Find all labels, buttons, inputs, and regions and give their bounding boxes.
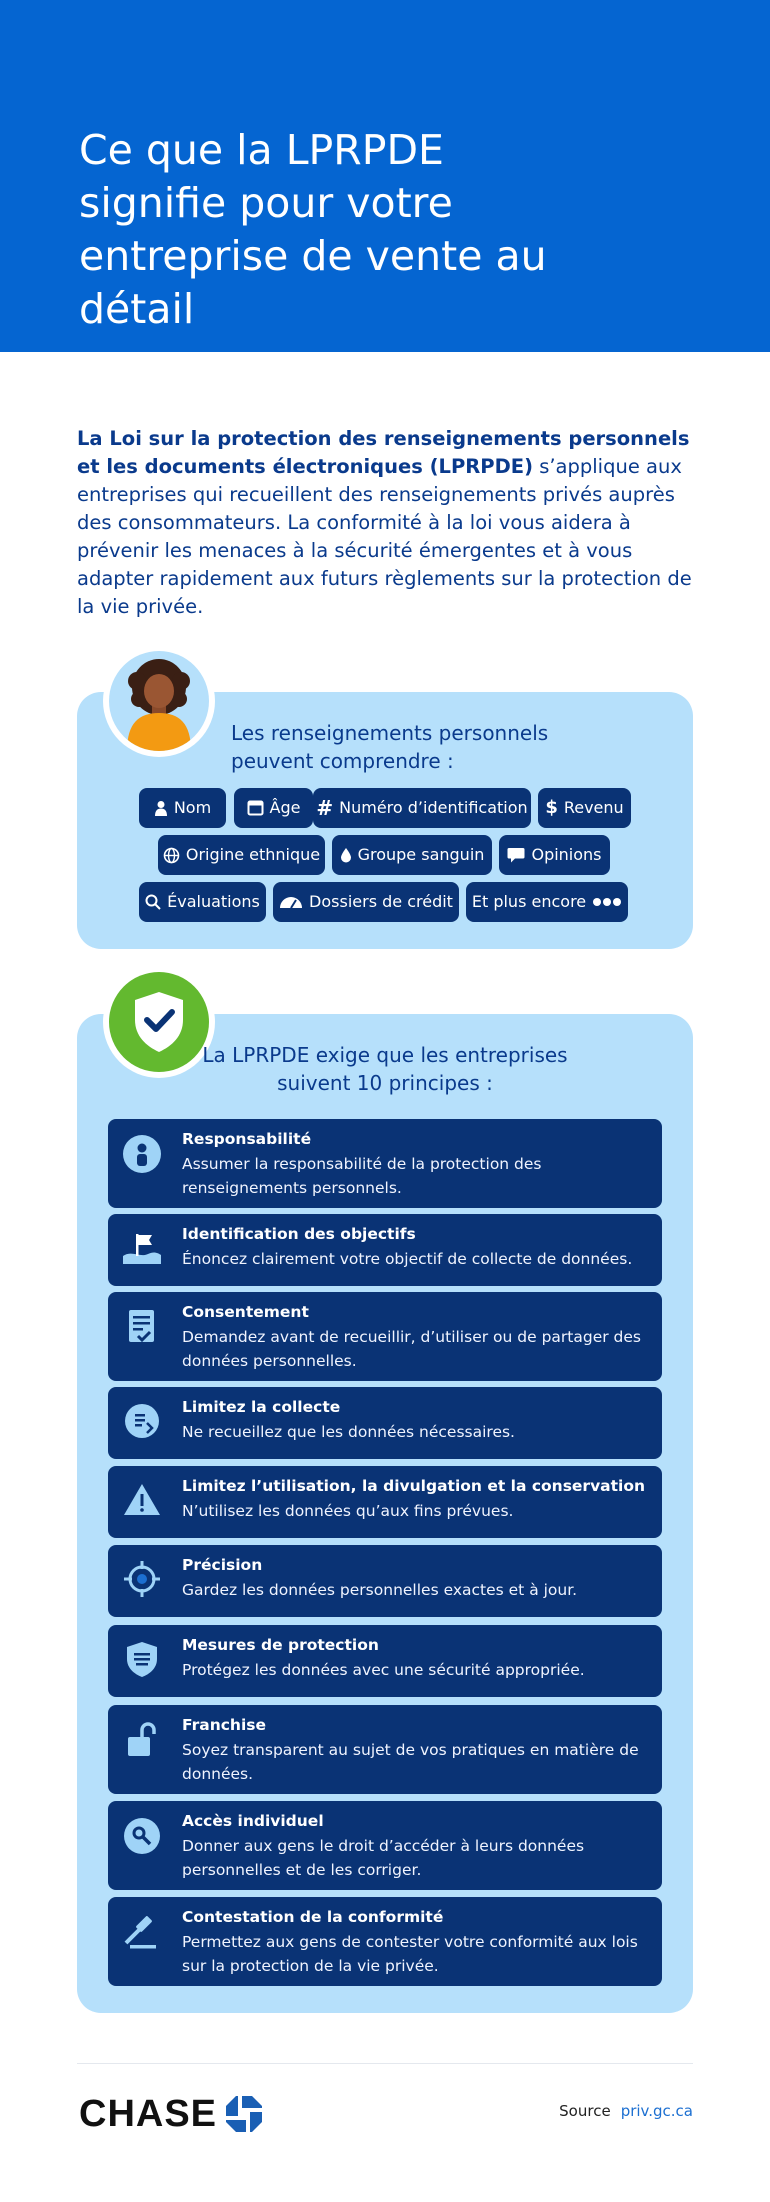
- chip-age: Âge: [234, 788, 313, 828]
- principle-card-limit-collection: Limitez la collecte Ne recueillez que les données nécessaires.: [108, 1387, 662, 1459]
- footer-divider: [77, 2063, 693, 2064]
- hero-banner: [0, 0, 770, 352]
- source-label: Source: [559, 2102, 611, 2120]
- intro-bold-text: La Loi sur la protection des renseignements personnels et les documents électroniques (LPRPDE): [77, 427, 690, 478]
- globe-icon: [163, 847, 180, 864]
- warning-icon: [122, 1480, 162, 1520]
- chase-octagon-icon: [225, 2095, 263, 2133]
- principle-card-accuracy: Précision Gardez les données personnelles exactes et à jour.: [108, 1545, 662, 1617]
- ellipsis-icon: [592, 897, 622, 907]
- principle-card-openness: Franchise Soyez transparent au sujet de vos pratiques en matière de données.: [108, 1705, 662, 1794]
- calendar-icon: [247, 800, 264, 816]
- principle-card-access: Accès individuel Donner aux gens le droit d’accéder à leurs données personnelles et de les corriger.: [108, 1801, 662, 1890]
- chip-opinions: Opinions: [499, 835, 610, 875]
- principle-card-limit-use: Limitez l’utilisation, la divulgation et la conservation N’utilisez les données qu’aux fins prévues.: [108, 1466, 662, 1538]
- chip-credit-records: Dossiers de crédit: [273, 882, 459, 922]
- principle-card-challenging-compliance: Contestation de la conformité Permettez aux gens de contester votre conformité aux lois sur la protection de la vie privée.: [108, 1897, 662, 1986]
- principle-card-consent: Consentement Demandez avant de recueillir, d’utiliser ou de partager des données personnelles.: [108, 1292, 662, 1381]
- drop-icon: [340, 847, 352, 863]
- intro-text: s’applique aux entreprises qui recueillent des renseignements privés auprès des consommateurs. La conformité à la loi vous aidera à prévenir les menaces à la sécurité émergentes et à vous adapter rapidement aux futurs règlements sur la protection de la vie privée.: [77, 455, 692, 618]
- chip-blood-type: Groupe sanguin: [332, 835, 492, 875]
- principle-card-safeguards: Mesures de protection Protégez les données avec une sécurité appropriée.: [108, 1625, 662, 1697]
- chip-evaluations: Évaluations: [139, 882, 266, 922]
- brand-name: CHASE: [79, 2092, 218, 2135]
- shield-list-icon: [122, 1639, 162, 1679]
- source-link[interactable]: priv.gc.ca: [620, 2102, 693, 2120]
- intro-paragraph: [77, 425, 697, 621]
- chip-and-more: Et plus encore: [466, 882, 628, 922]
- page-title: Ce que la LPRPDE signifie pour votre entreprise de vente au détail: [79, 126, 547, 333]
- hash-icon: #: [316, 796, 334, 820]
- person-icon: [154, 800, 168, 816]
- target-icon: [122, 1559, 162, 1599]
- chip-income: $ Revenu: [538, 788, 631, 828]
- speech-bubble-icon: [507, 847, 525, 864]
- key-search-icon: [122, 1816, 162, 1856]
- chip-id-number: # Numéro d’identification: [313, 788, 531, 828]
- unlocked-padlock-icon: [122, 1720, 162, 1760]
- woman-illustration-icon: [109, 651, 209, 751]
- gauge-icon: [279, 895, 303, 909]
- chip-name: Nom: [139, 788, 226, 828]
- collection-icon: [122, 1401, 162, 1441]
- principles-title: La LPRPDE exige que les entreprises suivent 10 principes :: [202, 1043, 568, 1095]
- flag-landscape-icon: [122, 1228, 162, 1268]
- document-check-icon: [122, 1307, 162, 1347]
- person-circle-icon: [122, 1134, 162, 1174]
- gavel-icon: [122, 1912, 162, 1952]
- source-line: [559, 2102, 693, 2120]
- dollar-icon: $: [545, 797, 558, 818]
- personal-info-title: Les renseignements personnels peuvent comprendre :: [231, 721, 549, 773]
- chip-ethnic-origin: Origine ethnique: [158, 835, 325, 875]
- principle-card-purposes: Identification des objectifs Énoncez clairement votre objectif de collecte de données.: [108, 1214, 662, 1286]
- person-avatar: [103, 645, 215, 757]
- principle-card-accountability: Responsabilité Assumer la responsabilité de la protection des renseignements personnels.: [108, 1119, 662, 1208]
- magnifier-icon: [145, 894, 161, 910]
- chase-logo: [79, 2092, 263, 2136]
